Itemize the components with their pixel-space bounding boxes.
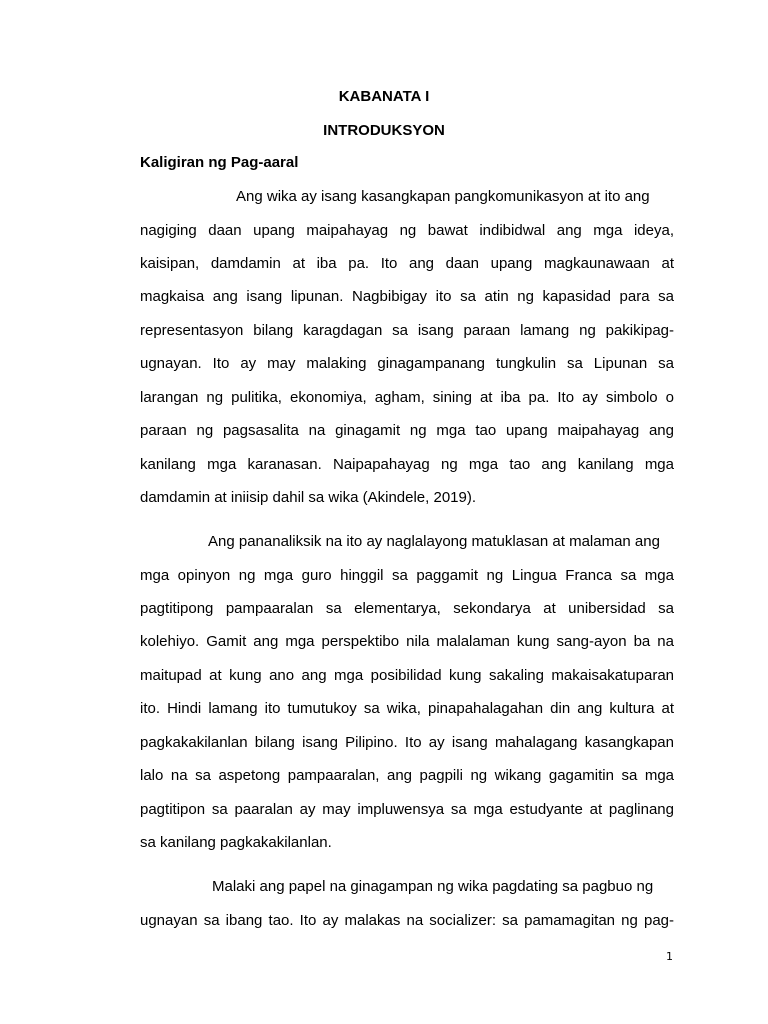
text-line: Ang wika ay isang kasangkapan pangkomunikasyon at ito ang (236, 188, 650, 205)
text-line: magkaisa ang isang lipunan. Nagbibigay ito sa atin ng kapasidad para sa (140, 288, 674, 305)
text-line: ito. Hindi lamang ito tumutukoy sa wika, pinapahalagahan din ang kultura at (140, 700, 674, 717)
text-line: damdamin at iniisip dahil sa wika (Akindele, 2019). (140, 489, 477, 506)
text-line: representasyon bilang karagdagan sa isang paraan lamang ng pakikipag- (140, 322, 674, 339)
text-line: lalo na sa aspetong pampaaralan, ang pagpili ng wikang gagamitin sa mga (140, 767, 674, 784)
chapter-title: INTRODUKSYON (323, 122, 445, 139)
text-line: kanilang mga karanasan. Naipapahayag ng mga tao ang kanilang mga (140, 456, 674, 473)
chapter-heading: KABANATA I (338, 88, 430, 105)
text-line: larangan ng pulitika, ekonomiya, agham, sining at iba pa. Ito ay simbolo o (140, 389, 674, 406)
text-line: pagkakakilanlan bilang isang Pilipino. Ito ay isang mahalagang kasangkapan (140, 734, 674, 751)
text-line: ugnayan. Ito ay may malaking ginagampanang tungkulin sa Lipunan sa (140, 355, 674, 372)
text-line: maitupad at kung ano ang mga posibilidad kung sakaling makaisakatuparan (140, 667, 674, 684)
text-line: pagtitipong pampaaralan sa elementarya, sekondarya at unibersidad sa (140, 600, 674, 617)
text-line: ugnayan sa ibang tao. Ito ay malakas na socializer: sa pamamagitan ng pag- (140, 912, 674, 929)
text-line: kolehiyo. Gamit ang mga perspektibo nila malalaman kung sang-ayon ba na (140, 633, 674, 650)
text-line: pagtitipon sa paaralan ay may impluwensya sa mga estudyante at paglinang (140, 801, 674, 818)
text-line: paraan ng pagsasalita na ginagamit ng mga tao upang maipahayag ang (140, 422, 674, 439)
text-line: mga opinyon ng mga guro hinggil sa paggamit ng Lingua Franca sa mga (140, 567, 674, 584)
text-line: nagiging daan upang maipahayag ng bawat indibidwal ang mga ideya, (140, 222, 674, 239)
text-line: kaisipan, damdamin at iba pa. Ito ang daan upang magkaunawaan at (140, 255, 674, 272)
text-line: Malaki ang papel na ginagampan ng wika pagdating sa pagbuo ng (212, 878, 654, 895)
text-line: Ang pananaliksik na ito ay naglalayong matuklasan at malaman ang (208, 533, 660, 550)
page-number: 1 (666, 950, 673, 963)
section-heading: Kaligiran ng Pag-aaral (140, 154, 299, 171)
text-line: sa kanilang pagkakakilanlan. (140, 834, 332, 851)
